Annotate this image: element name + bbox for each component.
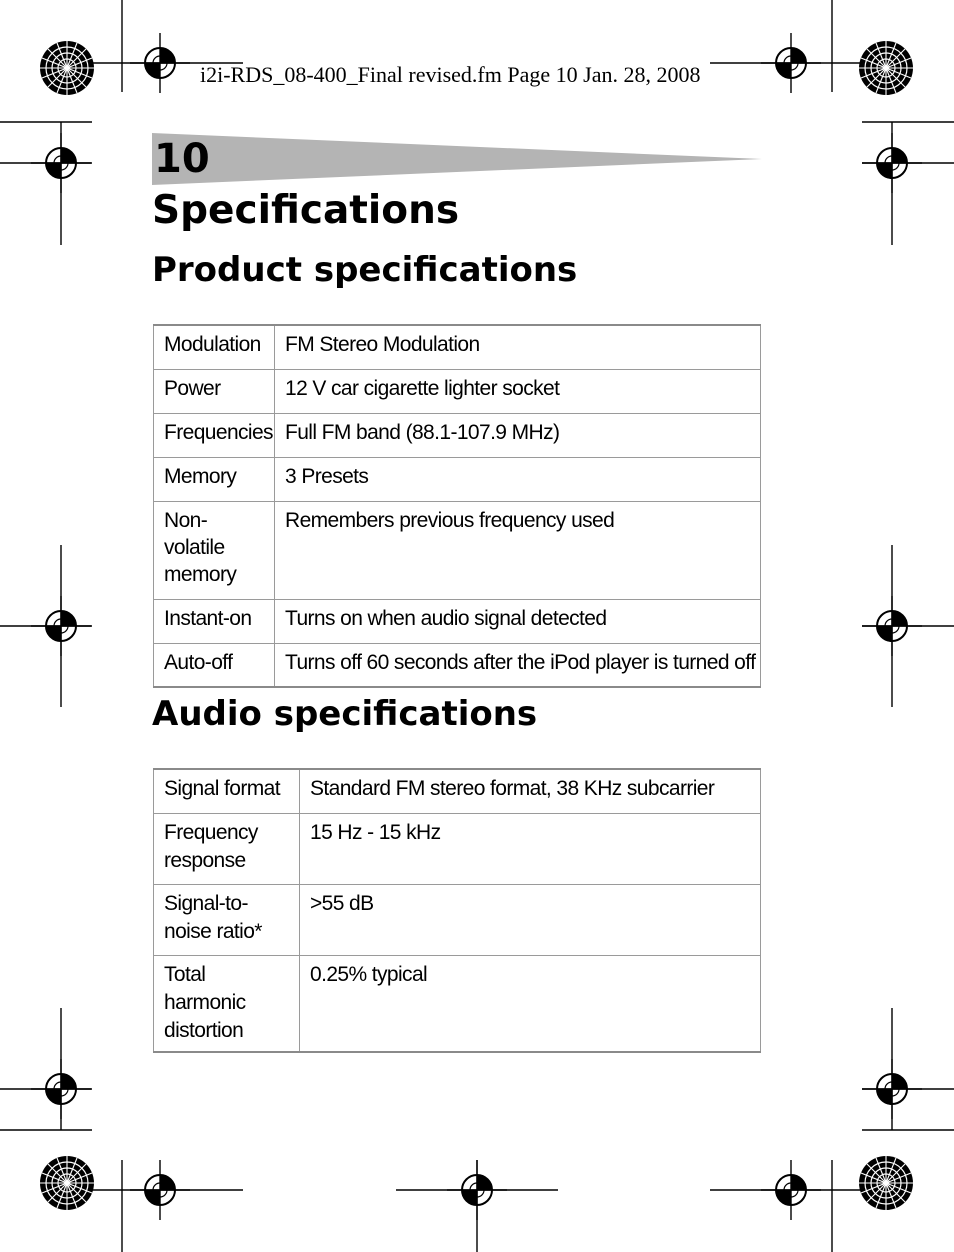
spec-label: Frequency response [154, 813, 300, 884]
spec-label: Auto-off [154, 643, 275, 687]
starburst-target-icon [40, 1156, 94, 1210]
spec-label: Modulation [154, 325, 275, 369]
table-row [154, 599, 761, 643]
spec-label: Signal-to-noise ratio* [154, 884, 300, 955]
table-row [154, 769, 761, 813]
spec-value: Standard FM stereo format, 38 KHz subcarrier [300, 769, 761, 813]
table-row [154, 884, 761, 955]
chapter-title: Specifications [152, 188, 460, 233]
starburst-target-icon [40, 41, 94, 95]
spec-label: Non-volatile memory [154, 501, 275, 599]
table-row [154, 413, 761, 457]
spec-label: Instant-on [154, 599, 275, 643]
audio-specs-table [153, 768, 761, 1053]
product-specs-heading: Product specifications [152, 250, 578, 290]
spec-label: Memory [154, 457, 275, 501]
table-row [154, 369, 761, 413]
table-row [154, 955, 761, 1052]
product-specs-table [153, 324, 761, 688]
spec-value: Turns off 60 seconds after the iPod player is turned off [275, 643, 761, 687]
spec-label: Frequencies [154, 413, 275, 457]
table-row [154, 325, 761, 369]
spec-value: >55 dB [300, 884, 761, 955]
spec-value: 12 V car cigarette lighter socket [275, 369, 761, 413]
file-slug: i2i-RDS_08-400_Final revised.fm Page 10 Jan. 28, 2008 [200, 62, 701, 87]
audio-specs-heading: Audio specifications [152, 694, 538, 734]
starburst-target-icon [859, 41, 913, 95]
table-row [154, 501, 761, 599]
table-row [154, 813, 761, 884]
spec-label: Signal format [154, 769, 300, 813]
table-row [154, 457, 761, 501]
spec-label: Power [154, 369, 275, 413]
spec-value: Remembers previous frequency used [275, 501, 761, 599]
chapter-number: 10 [154, 136, 210, 182]
table-row [154, 643, 761, 687]
spec-value: 0.25% typical [300, 955, 761, 1052]
starburst-target-icon [859, 1156, 913, 1210]
spec-value: Full FM band (88.1-107.9 MHz) [275, 413, 761, 457]
spec-value: 3 Presets [275, 457, 761, 501]
chapter-banner [152, 133, 762, 185]
spec-value: 15 Hz - 15 kHz [300, 813, 761, 884]
spec-label: Total harmonic distortion [154, 955, 300, 1052]
spec-value: Turns on when audio signal detected [275, 599, 761, 643]
spec-value: FM Stereo Modulation [275, 325, 761, 369]
